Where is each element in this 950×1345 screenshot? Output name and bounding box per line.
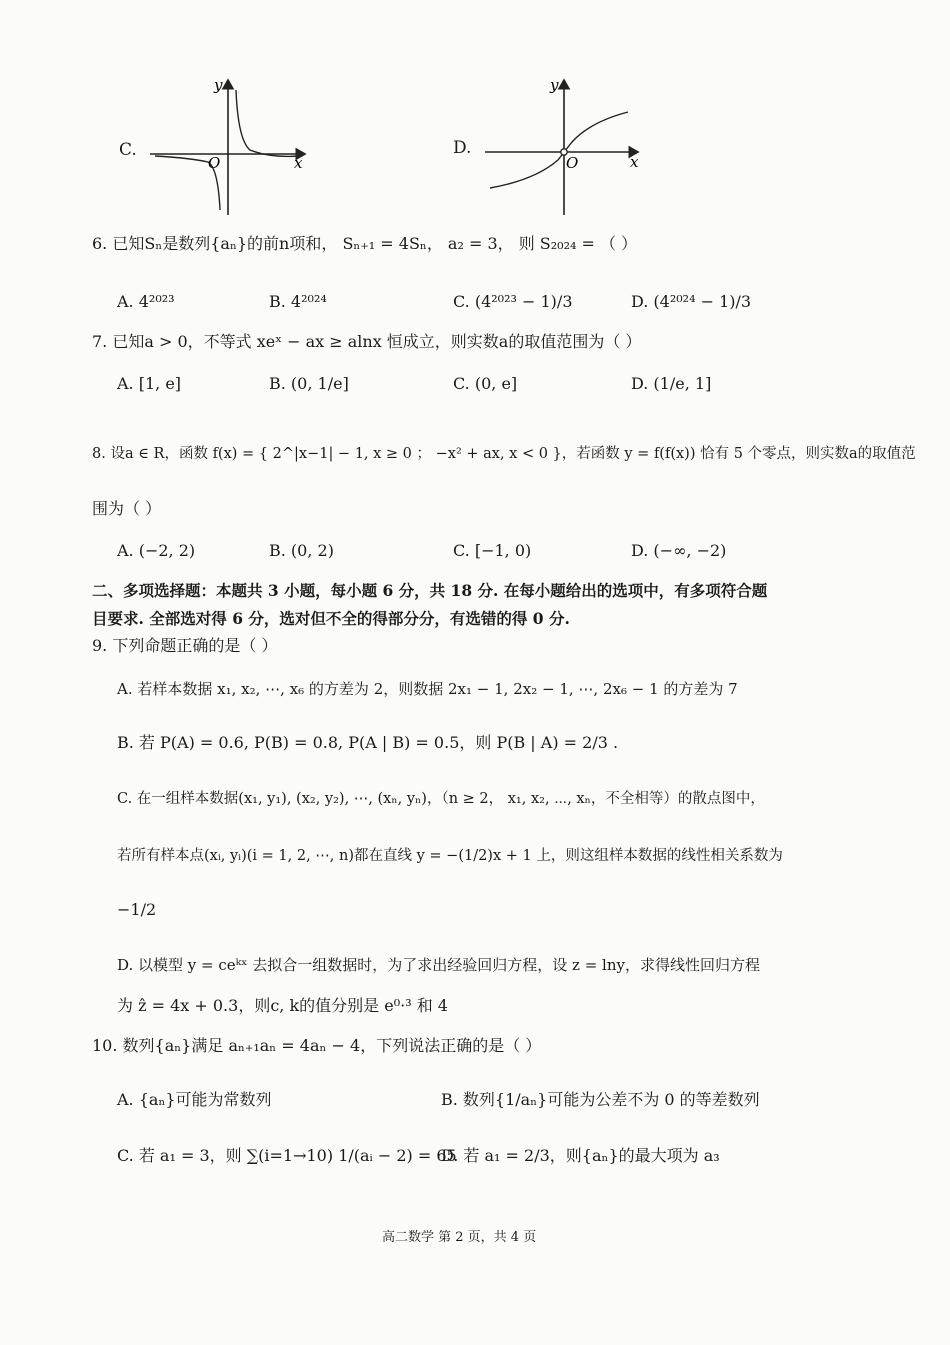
section2-line2: 目要求. 全部选对得 6 分，选对但不全的得部分分，有选错的得 0 分.: [92, 609, 570, 628]
q7-option-b: B. (0, 1/e]: [269, 374, 349, 393]
q9-option-c-line2: 若所有样本点(xᵢ, yᵢ)(i = 1, 2, ⋯, n)都在直线 y = −(1/2)x + 1 上，则这组样本数据的线性相关系数为: [117, 848, 783, 864]
q6-option-d: D. (4²⁰²⁴ − 1)/3: [631, 292, 752, 311]
q10-option-a: A. {aₙ}可能为常数列: [117, 1090, 272, 1109]
q9-option-d-line1: D. 以模型 y = ceᵏˣ 去拟合一组数据时，为了求出经验回归方程，设 z = lny，求得线性回归方程: [117, 956, 760, 974]
graph-d-y-label: y: [550, 76, 559, 94]
page-footer: 高二数学 第 2 页，共 4 页: [382, 1230, 537, 1245]
graph-c-label: C.: [119, 140, 137, 160]
q8-stem-cont: 围为（ ）: [92, 499, 162, 518]
q8-option-b: B. (0, 2): [269, 541, 334, 560]
q7-option-d: D. (1/e, 1]: [631, 374, 712, 393]
graph-d-curve: [490, 112, 628, 188]
q9-option-c-line1: C. 在一组样本数据(x₁, y₁), (x₂, y₂), ⋯, (xₙ, yₙ)，（n ≥ 2， x₁, x₂, ⋯, xₙ，不全相等）的散点图中，: [117, 791, 765, 807]
q7-stem: 7. 已知a > 0，不等式 xeˣ − ax ≥ alnx 恒成立，则实数a的取值范围为（ ）: [92, 332, 642, 351]
q9-stem: 9. 下列命题正确的是（ ）: [92, 636, 278, 655]
graph-d: [480, 70, 650, 220]
q10-stem: 10. 数列{aₙ}满足 aₙ₊₁aₙ = 4aₙ − 4，下列说法正确的是（ ）: [92, 1036, 542, 1055]
q7-option-a: A. [1, e]: [117, 374, 182, 393]
q7-option-c: C. (0, e]: [453, 374, 518, 393]
graph-c-curve-right: [236, 90, 300, 156]
graph-d-label: D.: [453, 138, 472, 158]
q9-option-d-line2: 为 ẑ = 4x + 0.3，则c, k的值分别是 e⁰·³ 和 4: [117, 996, 448, 1015]
q9-option-b: B. 若 P(A) = 0.6, P(B) = 0.8, P(A | B) = 0.5，则 P(B | A) = 2/3 .: [117, 733, 619, 752]
q6-stem: 6. 已知Sₙ是数列{aₙ}的前n项和， Sₙ₊₁ = 4Sₙ， a₂ = 3， 则 S₂₀₂₄ = （ ）: [92, 234, 638, 253]
q8-option-c: C. [−1, 0): [453, 541, 532, 560]
q10-option-c: C. 若 a₁ = 3，则 ∑(i=1→10) 1/(aᵢ − 2) = 65: [117, 1146, 457, 1165]
q6-option-c: C. (4²⁰²³ − 1)/3: [453, 292, 573, 311]
q10-option-b: B. 数列{1/aₙ}可能为公差不为 0 的等差数列: [441, 1090, 760, 1109]
graph-d-origin: O: [566, 154, 579, 172]
section2-line1: 二、多项选择题：本题共 3 小题，每小题 6 分，共 18 分. 在每小题给出的选项中，有多项符合题: [92, 581, 768, 600]
graph-d-x-label: x: [630, 153, 639, 171]
graph-c-origin: O: [208, 154, 221, 172]
q6-option-a: A. 4²⁰²³: [117, 292, 175, 311]
q9-option-c-line3: −1/2: [117, 900, 157, 919]
q10-option-d: D. 若 a₁ = 2/3，则{aₙ}的最大项为 a₃: [441, 1146, 720, 1165]
q8-option-a: A. (−2, 2): [117, 541, 196, 560]
q8-stem: 8. 设a ∈ R，函数 f(x) = { 2^|x−1| − 1, x ≥ 0 ； −x² + ax, x < 0 }，若函数 y = f(f(x)) 恰有 5 个零点，则实数a的取值范: [92, 446, 916, 462]
q8-option-d: D. (−∞, −2): [631, 541, 727, 560]
graph-c-x-label: x: [294, 154, 303, 172]
q6-option-b: B. 4²⁰²⁴: [269, 292, 327, 311]
q9-option-a: A. 若样本数据 x₁, x₂, ⋯, x₆ 的方差为 2，则数据 2x₁ − 1, 2x₂ − 1, ⋯, 2x₆ − 1 的方差为 7: [117, 680, 738, 698]
graph-c: [140, 70, 320, 220]
graph-c-y-label: y: [214, 76, 223, 94]
